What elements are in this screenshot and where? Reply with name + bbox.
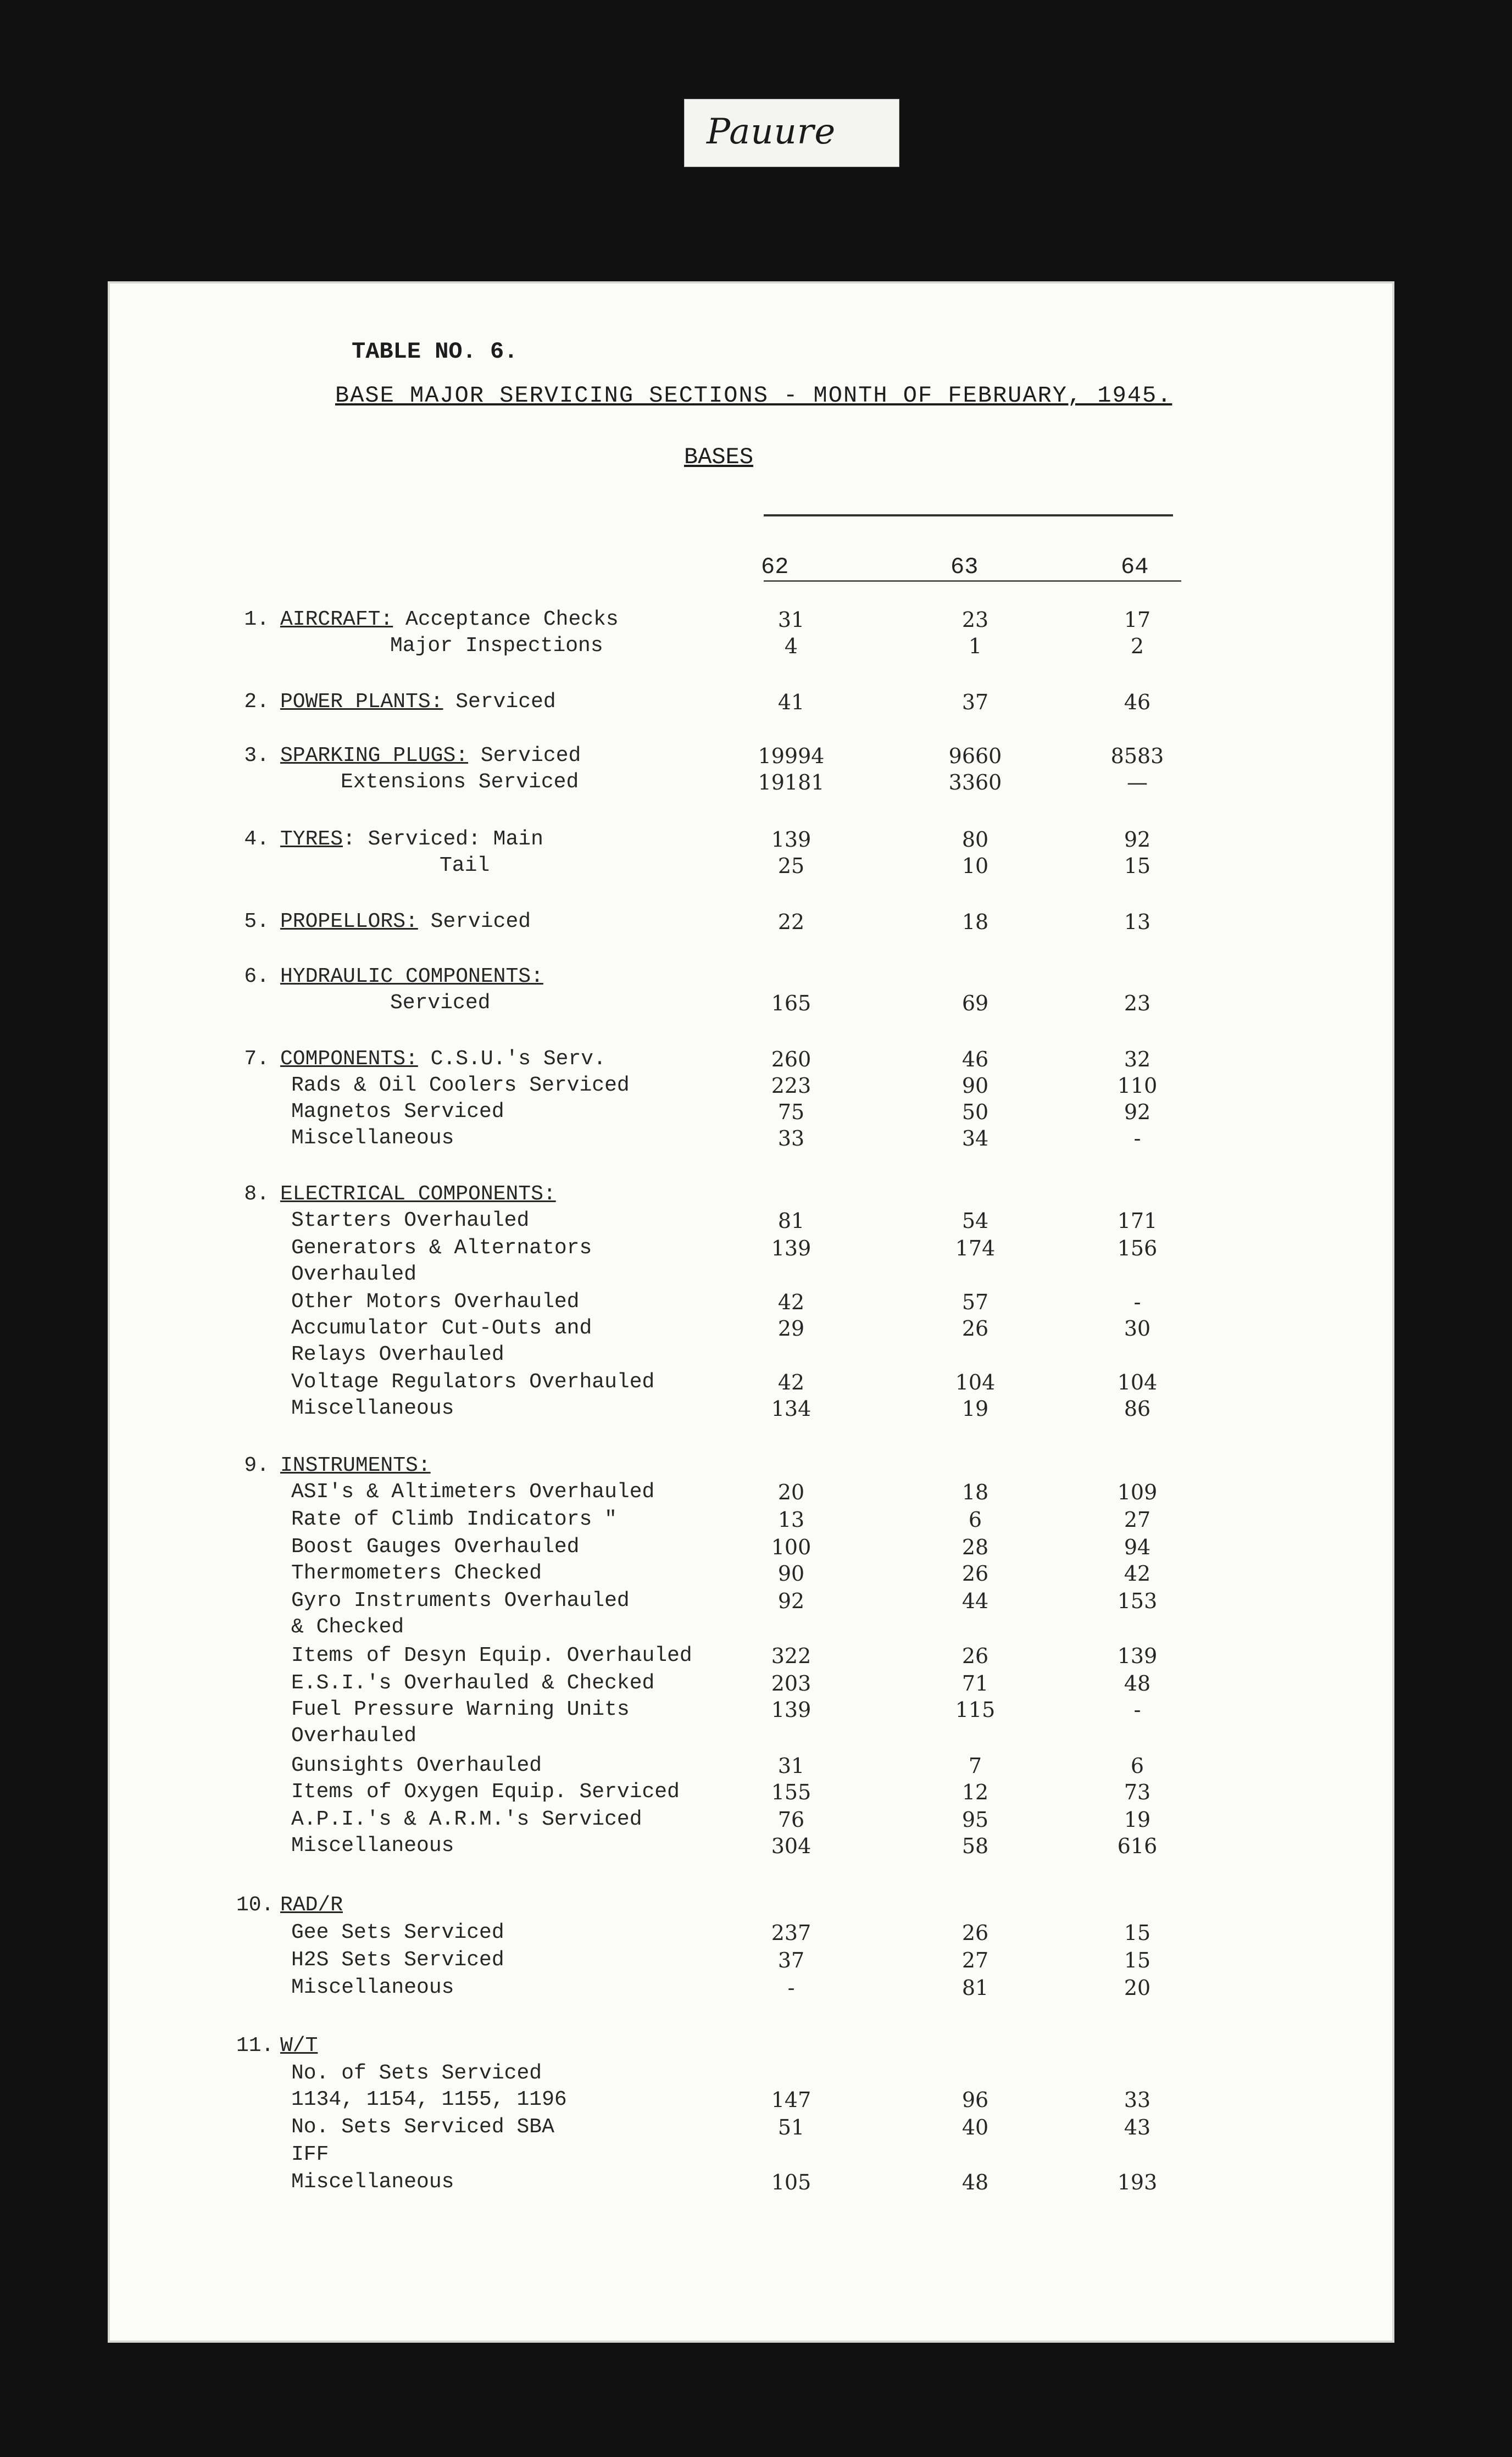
value-base-64: 27 — [1124, 1508, 1151, 1532]
value-base-62: 100 — [771, 1535, 811, 1559]
value-base-62: 223 — [771, 1074, 811, 1098]
row-label-text: Gee Sets Serviced — [291, 1921, 504, 1944]
table-row — [110, 1535, 1392, 1561]
table-row — [110, 2170, 1392, 2197]
value-base-63: 174 — [955, 1236, 996, 1260]
table-row — [110, 770, 1392, 797]
value-base-64: 86 — [1124, 1397, 1151, 1421]
row-label-text: No. Sets Serviced SBA — [291, 2115, 554, 2139]
value-base-63: 54 — [961, 1209, 989, 1233]
value-base-62: 165 — [771, 991, 811, 1015]
row-label — [291, 1100, 504, 1124]
table-row — [110, 1754, 1392, 1780]
row-label-text: Miscellaneous — [291, 1126, 454, 1150]
document-title: BASE MAJOR SERVICING SECTIONS - MONTH OF FEBRUARY, 1945. — [335, 382, 1172, 409]
value-base-62: 105 — [771, 2170, 811, 2194]
value-base-62: 41 — [777, 690, 805, 714]
row-number: 7. — [244, 1047, 269, 1071]
table-row — [110, 2088, 1392, 2114]
value-base-63: 37 — [961, 690, 989, 714]
table-row — [110, 1508, 1392, 1534]
row-label — [291, 1316, 592, 1340]
value-base-64: - — [1133, 1126, 1141, 1150]
row-label — [291, 1535, 580, 1559]
table-row — [110, 1780, 1392, 1806]
value-base-64: 92 — [1124, 827, 1151, 852]
row-section-heading: INSTRUMENTS: — [280, 1454, 431, 1477]
value-base-64: 171 — [1117, 1209, 1158, 1233]
row-label — [440, 854, 490, 877]
row-label-text: Other Motors Overhauled — [291, 1290, 580, 1314]
value-base-64: 92 — [1124, 1100, 1151, 1124]
row-label — [291, 1290, 580, 1314]
row-label-text: Miscellaneous — [291, 1397, 454, 1420]
row-label — [291, 1834, 454, 1858]
row-label — [291, 1236, 592, 1260]
row-label-text: No. of Sets Serviced — [291, 2061, 542, 2085]
column-rule-bottom — [764, 580, 1181, 582]
row-label-text: Items of Oxygen Equip. Serviced — [291, 1780, 680, 1804]
value-base-63: 26 — [961, 1561, 989, 1586]
value-base-64: 43 — [1124, 2115, 1151, 2139]
value-base-63: 48 — [961, 2170, 989, 2194]
row-label-text: H2S Sets Serviced — [291, 1948, 504, 1972]
value-base-63: 44 — [961, 1589, 989, 1613]
value-base-63: 19 — [961, 1397, 989, 1421]
value-base-62: 81 — [777, 1209, 805, 1233]
stamp-label-card — [684, 99, 899, 167]
row-section-heading: HYDRAULIC COMPONENTS: — [280, 965, 543, 988]
row-label — [280, 1182, 556, 1206]
row-label — [291, 2061, 542, 2085]
value-base-63: 10 — [961, 854, 989, 878]
row-section-heading: RAD/R — [280, 1893, 343, 1917]
row-label-text: : Serviced: Main — [343, 827, 543, 851]
value-base-63: 50 — [961, 1100, 989, 1124]
column-header-64: 64 — [1121, 554, 1149, 580]
value-base-64: 110 — [1117, 1074, 1158, 1098]
value-base-62: 139 — [771, 1698, 811, 1722]
value-base-62: 92 — [777, 1589, 805, 1613]
stamp-label-text: Pauure — [707, 112, 836, 152]
row-label — [341, 770, 579, 794]
row-label — [280, 2034, 318, 2058]
row-section-heading: TYRES — [280, 827, 343, 851]
value-base-63: 7 — [968, 1754, 982, 1778]
row-label — [390, 991, 490, 1015]
value-base-63: 96 — [961, 2088, 989, 2112]
value-base-64: 23 — [1124, 991, 1151, 1015]
row-number: 11. — [236, 2034, 274, 2058]
value-base-64: - — [1133, 1698, 1141, 1722]
row-label — [291, 1589, 630, 1613]
row-label — [291, 1561, 542, 1585]
table-row — [110, 827, 1392, 854]
row-label — [291, 1074, 630, 1097]
value-base-62: 4 — [784, 634, 798, 658]
table-row — [110, 1370, 1392, 1397]
value-base-62: 322 — [771, 1644, 811, 1668]
row-section-heading: PROPELLORS: — [280, 910, 418, 933]
row-label — [291, 1671, 654, 1695]
value-base-64: 20 — [1124, 1976, 1151, 2000]
value-base-63: 81 — [961, 1976, 989, 2000]
value-base-64: 17 — [1124, 608, 1151, 632]
row-label-text: Thermometers Checked — [291, 1561, 542, 1585]
value-base-63: 90 — [961, 1074, 989, 1098]
table-row — [110, 744, 1392, 770]
row-number: 9. — [244, 1454, 269, 1477]
column-header-63: 63 — [950, 554, 979, 580]
value-base-62: 139 — [771, 827, 811, 852]
row-label-text: Tail — [440, 854, 490, 877]
value-base-63: 1 — [968, 634, 982, 658]
row-label-text: Miscellaneous — [291, 1834, 454, 1858]
value-base-64: 73 — [1124, 1780, 1151, 1804]
value-base-62: 31 — [777, 1754, 805, 1778]
value-base-62: 304 — [771, 1834, 811, 1858]
table-row — [110, 1074, 1392, 1100]
row-label — [280, 744, 581, 768]
row-section-heading: ELECTRICAL COMPONENTS: — [280, 1182, 556, 1206]
value-base-64: 616 — [1117, 1834, 1158, 1858]
value-base-62: 22 — [777, 910, 805, 934]
row-label-text: Major Inspections — [390, 634, 603, 658]
value-base-62: 31 — [777, 608, 805, 632]
value-base-62: 29 — [777, 1316, 805, 1341]
row-label-text: Rate of Climb Indicators " — [291, 1508, 617, 1531]
row-label — [291, 1370, 654, 1394]
row-label-text: E.S.I.'s Overhauled & Checked — [291, 1671, 655, 1695]
row-label — [291, 1615, 404, 1639]
row-label — [291, 1343, 504, 1366]
table-row — [110, 991, 1392, 1018]
table-row — [110, 1047, 1392, 1074]
row-label-text: IFF — [291, 2143, 329, 2166]
table-row — [110, 2115, 1392, 2142]
value-base-63: 26 — [961, 1316, 989, 1341]
table-row — [110, 1808, 1392, 1834]
value-base-64: 15 — [1124, 1948, 1151, 1972]
value-base-64: - — [1133, 1290, 1141, 1314]
table-row — [110, 1290, 1392, 1316]
value-base-63: 9660 — [948, 744, 1002, 768]
row-label — [291, 1263, 416, 1286]
row-label-text: Starters Overhauled — [291, 1209, 530, 1232]
row-label-text: Serviced — [418, 910, 531, 933]
value-base-64: 2 — [1130, 634, 1144, 658]
row-number: 10. — [236, 1893, 274, 1917]
row-section-heading: W/T — [280, 2034, 318, 2058]
value-base-63: 80 — [961, 827, 989, 852]
value-base-62: 37 — [777, 1948, 805, 1972]
row-label — [280, 1047, 606, 1071]
value-base-62: 90 — [777, 1561, 805, 1586]
value-base-62: 42 — [777, 1290, 805, 1314]
value-base-62: 33 — [777, 1126, 805, 1150]
table-row — [110, 1921, 1392, 1947]
table-row — [110, 1834, 1392, 1860]
table-row — [110, 1561, 1392, 1588]
value-base-62: 76 — [777, 1808, 805, 1832]
row-label-text: Boost Gauges Overhauled — [291, 1535, 580, 1559]
value-base-62: 19181 — [758, 770, 825, 794]
value-base-64: 48 — [1124, 1671, 1151, 1696]
value-base-63: 26 — [961, 1921, 989, 1945]
row-label — [291, 1808, 642, 1831]
table-row — [110, 1182, 1392, 1209]
value-base-64: 42 — [1124, 1561, 1151, 1586]
row-label-text: Accumulator Cut-Outs and — [291, 1316, 592, 1340]
row-label-text: Overhauled — [291, 1724, 417, 1748]
value-base-62: 260 — [771, 1047, 811, 1071]
value-base-64: 32 — [1124, 1047, 1151, 1071]
row-section-heading: POWER PLANTS: — [280, 690, 443, 714]
table-row — [110, 1343, 1392, 1369]
table-row — [110, 1644, 1392, 1670]
row-label — [280, 827, 543, 851]
column-rule-top — [764, 514, 1173, 516]
table-row — [110, 1126, 1392, 1153]
table-row — [110, 1236, 1392, 1263]
value-base-64: 8583 — [1110, 744, 1164, 768]
row-label — [291, 2143, 329, 2166]
value-base-63: 3360 — [948, 770, 1002, 794]
value-base-63: 34 — [961, 1126, 989, 1150]
value-base-62: 13 — [777, 1508, 805, 1532]
value-base-62: 203 — [771, 1671, 811, 1696]
row-label — [291, 2170, 454, 2194]
column-header-62: 62 — [761, 554, 789, 580]
value-base-63: 18 — [961, 1480, 989, 1504]
row-label-text: 1134, 1154, 1155, 1196 — [291, 2088, 567, 2111]
row-label — [291, 1480, 654, 1504]
row-number: 6. — [244, 965, 269, 988]
value-base-63: 69 — [961, 991, 989, 1015]
row-label — [291, 1948, 504, 1972]
table-row — [110, 854, 1392, 880]
row-section-heading: SPARKING PLUGS: — [280, 744, 469, 768]
row-label — [390, 634, 603, 658]
value-base-63: 40 — [961, 2115, 989, 2139]
value-base-64: 193 — [1117, 2170, 1158, 2194]
value-base-63: 28 — [961, 1535, 989, 1559]
row-label-text: A.P.I.'s & A.R.M.'s Serviced — [291, 1808, 642, 1831]
row-label — [291, 1508, 617, 1531]
row-label-text: Magnetos Serviced — [291, 1100, 504, 1124]
value-base-64: 30 — [1124, 1316, 1151, 1341]
value-base-64: 156 — [1117, 1236, 1158, 1260]
row-label — [291, 2088, 567, 2111]
row-label — [280, 1893, 343, 1917]
row-number: 1. — [244, 608, 269, 631]
value-base-63: 71 — [961, 1671, 989, 1696]
row-label-text: Gunsights Overhauled — [291, 1754, 542, 1777]
row-label — [291, 1780, 680, 1804]
row-label-text: Serviced — [468, 744, 581, 768]
value-base-63: 27 — [961, 1948, 989, 1972]
value-base-64: 104 — [1117, 1370, 1158, 1394]
value-base-63: 12 — [961, 1780, 989, 1804]
table-row — [110, 1454, 1392, 1480]
table-row — [110, 1698, 1392, 1724]
table-row — [110, 965, 1392, 991]
value-base-63: 95 — [961, 1808, 989, 1832]
table-row — [110, 1615, 1392, 1642]
row-label-text: Gyro Instruments Overhauled — [291, 1589, 630, 1613]
value-base-62: 19994 — [758, 744, 825, 768]
row-label-text: C.S.U.'s Serv. — [418, 1047, 606, 1071]
row-number: 2. — [244, 690, 269, 714]
row-label — [291, 2115, 554, 2139]
document-page — [108, 281, 1394, 2343]
row-label — [280, 690, 556, 714]
value-base-62: 139 — [771, 1236, 811, 1260]
value-base-62: 75 — [777, 1100, 805, 1124]
table-row — [110, 1100, 1392, 1126]
table-row — [110, 1893, 1392, 1920]
row-number: 8. — [244, 1182, 269, 1206]
value-base-63: 104 — [955, 1370, 996, 1394]
table-row — [110, 1209, 1392, 1235]
value-base-64: 46 — [1124, 690, 1151, 714]
table-row — [110, 1671, 1392, 1698]
row-label-text: & Checked — [291, 1615, 404, 1639]
row-label-text: Relays Overhauled — [291, 1343, 504, 1366]
table-row — [110, 2061, 1392, 2088]
table-row — [110, 1724, 1392, 1750]
row-label-text: Rads & Oil Coolers Serviced — [291, 1074, 630, 1097]
row-label-text: Extensions Serviced — [341, 770, 579, 794]
row-label — [280, 965, 543, 988]
value-base-64: 19 — [1124, 1808, 1151, 1832]
table-row — [110, 2034, 1392, 2060]
table-row — [110, 1263, 1392, 1289]
value-base-63: 26 — [961, 1644, 989, 1668]
value-base-63: 23 — [961, 608, 989, 632]
row-number: 4. — [244, 827, 269, 851]
row-label — [291, 1724, 416, 1748]
value-base-64: — — [1127, 770, 1148, 794]
value-base-62: 134 — [771, 1397, 811, 1421]
table-row — [110, 690, 1392, 716]
row-label-text: Serviced — [443, 690, 556, 714]
row-label-text: Fuel Pressure Warning Units — [291, 1698, 630, 1721]
row-label-text: Generators & Alternators — [291, 1236, 592, 1260]
table-row — [110, 1976, 1392, 2002]
value-base-62: 51 — [777, 2115, 805, 2139]
row-label — [291, 1126, 454, 1150]
value-base-62: 20 — [777, 1480, 805, 1504]
row-label — [291, 1976, 454, 1999]
value-base-64: 109 — [1117, 1480, 1158, 1504]
row-label-text: Overhauled — [291, 1263, 417, 1286]
row-label-text: Serviced — [390, 991, 491, 1015]
value-base-63: 115 — [955, 1698, 996, 1722]
value-base-64: 13 — [1124, 910, 1151, 934]
value-base-64: 153 — [1117, 1589, 1158, 1613]
value-base-63: 57 — [961, 1290, 989, 1314]
table-row — [110, 1480, 1392, 1507]
row-number: 3. — [244, 744, 269, 768]
table-row — [110, 2143, 1392, 2169]
row-label — [280, 1454, 431, 1477]
value-base-62: 237 — [771, 1921, 811, 1945]
row-label-text: Acceptance Checks — [393, 608, 619, 631]
row-label — [291, 1754, 542, 1777]
value-base-62: 155 — [771, 1780, 811, 1804]
table-row — [110, 608, 1392, 634]
value-base-64: 33 — [1124, 2088, 1151, 2112]
table-number: TABLE NO. 6. — [352, 338, 518, 365]
row-label-text: Miscellaneous — [291, 2170, 454, 2194]
row-label — [280, 910, 531, 933]
table-row — [110, 1397, 1392, 1423]
row-label-text: Voltage Regulators Overhauled — [291, 1370, 655, 1394]
value-base-64: 6 — [1130, 1754, 1144, 1778]
table-row — [110, 1948, 1392, 1975]
bases-heading: BASES — [684, 444, 754, 470]
row-label-text: Items of Desyn Equip. Overhauled — [291, 1644, 692, 1667]
table-row — [110, 910, 1392, 936]
value-base-62: 25 — [777, 854, 805, 878]
value-base-63: 58 — [961, 1834, 989, 1858]
table-row — [110, 1316, 1392, 1343]
row-section-heading: AIRCRAFT: — [280, 608, 393, 631]
row-label-text: ASI's & Altimeters Overhauled — [291, 1480, 655, 1504]
value-base-64: 15 — [1124, 854, 1151, 878]
value-base-62: - — [787, 1976, 795, 2000]
value-base-63: 6 — [968, 1508, 982, 1532]
row-label-text: Miscellaneous — [291, 1976, 454, 1999]
value-base-62: 42 — [777, 1370, 805, 1394]
value-base-64: 94 — [1124, 1535, 1151, 1559]
row-number: 5. — [244, 910, 269, 933]
row-label — [291, 1698, 630, 1721]
row-label — [291, 1209, 529, 1232]
row-section-heading: COMPONENTS: — [280, 1047, 418, 1071]
row-label — [291, 1644, 692, 1667]
table-row — [110, 1589, 1392, 1615]
table-row — [110, 634, 1392, 660]
value-base-63: 18 — [961, 910, 989, 934]
value-base-62: 147 — [771, 2088, 811, 2112]
value-base-64: 139 — [1117, 1644, 1158, 1668]
row-label — [291, 1397, 454, 1420]
row-label — [291, 1921, 504, 1944]
row-label — [280, 608, 619, 631]
value-base-63: 46 — [961, 1047, 989, 1071]
value-base-64: 15 — [1124, 1921, 1151, 1945]
